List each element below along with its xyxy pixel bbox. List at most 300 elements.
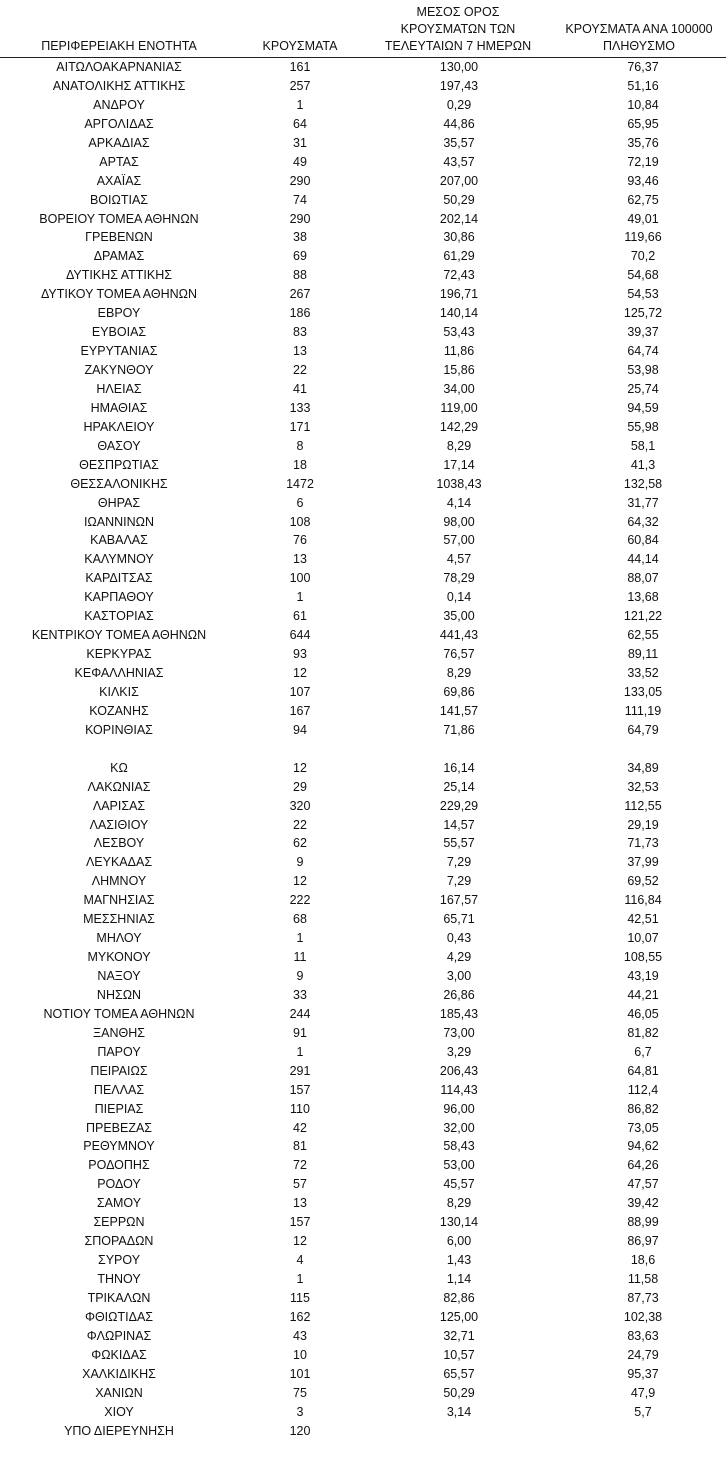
cases-cell: 12 [293,760,307,775]
per-100000-cell: 102,38 [623,1309,663,1324]
per-100000-cell: 62,75 [627,192,659,207]
cases-cell: 49 [293,154,307,169]
per-100000-cell: 88,99 [627,1215,659,1230]
per-100000-cell: 88,07 [627,571,659,586]
avg-7day-cell: 8,29 [446,438,472,453]
table-row [0,172,726,191]
avg-7day-cell: 32,00 [443,1120,475,1135]
regional-unit-cell: ΣΥΡΟΥ [97,1253,141,1268]
table-row [0,1024,726,1043]
table-row [0,778,726,797]
cases-cell: 290 [289,173,311,188]
regional-unit-cell: ΚΩ [110,760,128,775]
regional-unit-cell: ΒΟΙΩΤΙΑΣ [89,192,149,207]
regional-unit-cell: ΜΗΛΟΥ [96,931,142,946]
cases-cell: 29 [293,779,307,794]
per-100000-cell: 93,46 [627,173,659,188]
per-100000-cell: 58,1 [630,438,656,453]
avg-7day-cell: 53,00 [443,1158,475,1173]
regional-unit-cell: ΛΕΣΒΟΥ [93,836,145,851]
regional-unit-cell: ΞΑΝΘΗΣ [93,1025,145,1040]
avg-7day-cell: 197,43 [439,78,479,93]
per-100000-cell: 64,79 [627,722,659,737]
regional-unit-cell: ΚΑΒΑΛΑΣ [90,533,148,548]
regional-unit-cell: ΛΕΥΚΑΔΑΣ [85,855,153,870]
regional-unit-cell: ΚΕΡΚΥΡΑΣ [86,647,152,662]
table-row [0,683,726,702]
regional-unit-cell: ΑΡΤΑΣ [99,154,139,169]
cases-cell: 43 [293,1328,307,1343]
per-100000-cell: 47,57 [627,1177,659,1192]
per-100000-cell: 35,76 [627,135,659,150]
table-row [0,323,726,342]
cases-cell: 94 [293,722,307,737]
avg-7day-cell: 0,43 [446,931,472,946]
table-row [0,494,726,513]
per-100000-cell: 42,51 [627,912,659,927]
table-row [0,967,726,986]
per-100000-cell: 5,7 [634,1404,652,1419]
regional-unit-cell: ΗΜΑΘΙΑΣ [90,400,148,415]
cases-cell: 161 [289,60,311,74]
table-row [0,513,726,532]
header-cases: ΚΡΟΥΣΜΑΤΑ [262,39,338,53]
per-100000-cell: 71,73 [627,836,659,851]
table-row [0,664,726,683]
per-100000-cell: 6,7 [634,1044,652,1059]
table-row [0,96,726,115]
regional-unit-cell: ΖΑΚΥΝΘΟΥ [84,363,154,377]
cases-cell: 12 [293,666,307,680]
regional-unit-cell: ΔΡΑΜΑΣ [93,249,145,264]
per-100000-cell: 33,52 [627,666,659,680]
regional-unit-cell: ΚΟΖΑΝΗΣ [89,703,149,718]
avg-7day-cell: 140,14 [439,306,479,321]
cases-cell: 157 [289,1082,311,1097]
regional-unit-cell: ΝΗΣΩΝ [96,987,142,1002]
table-row [0,247,726,266]
regional-unit-cell: ΣΕΡΡΩΝ [93,1215,145,1230]
table-row [0,531,726,550]
per-100000-cell: 11,58 [627,1272,659,1286]
regional-unit-cell: ΧΑΝΙΩΝ [95,1385,143,1400]
avg-7day-cell: 55,57 [443,836,475,851]
table-row [0,1384,726,1403]
table-row [0,1289,726,1308]
regional-unit-cell: ΜΥΚΟΝΟΥ [87,950,151,965]
per-100000-cell: 86,82 [627,1101,659,1116]
header-regional-unit: ΠΕΡΙΦΕΡΕΙΑΚΗ ΕΝΟΤΗΤΑ [41,39,197,53]
avg-7day-cell: 34,00 [443,381,475,396]
regional-unit-cell: ΣΠΟΡΑΔΩΝ [84,1234,154,1249]
avg-7day-cell: 4,14 [446,495,472,510]
regional-unit-cell: ΛΑΚΩΝΙΑΣ [87,779,151,794]
cases-cell: 1 [296,590,304,605]
avg-7day-cell: 10,57 [443,1347,475,1362]
cases-cell: 120 [289,1423,311,1438]
cases-cell: 33 [293,987,307,1002]
table-row [0,721,726,740]
per-100000-cell: 70,2 [630,249,656,264]
per-100000-cell: 111,19 [624,703,662,718]
regional-unit-cell: ΛΑΣΙΘΙΟΥ [89,817,149,832]
table-row [0,588,726,607]
per-100000-cell: 29,19 [627,817,659,832]
regional-unit-cell: ΚΕΦΑΛΛΗΝΙΑΣ [74,666,164,680]
cases-cell: 110 [290,1101,310,1116]
avg-7day-cell: 142,29 [439,419,479,434]
table-row [0,456,726,475]
per-100000-cell: 87,73 [627,1290,659,1305]
cases-cell: 41 [293,381,307,396]
per-100000-cell: 44,14 [627,552,659,567]
avg-7day-cell: 50,29 [443,192,475,207]
avg-7day-cell: 130,14 [439,1215,479,1230]
avg-7day-cell: 6,00 [446,1234,472,1249]
avg-7day-cell: 1,14 [446,1272,472,1286]
table-row [0,191,726,210]
per-100000-cell: 24,79 [627,1347,659,1362]
cases-cell: 88 [293,268,307,283]
table-row [0,1422,726,1441]
regional-unit-cell: ΠΕΙΡΑΙΩΣ [90,1063,148,1078]
cases-cell: 13 [293,344,307,359]
avg-7day-cell: 8,29 [446,1196,472,1211]
avg-7day-cell: 8,29 [446,666,472,680]
regional-unit-cell: ΜΕΣΣΗΝΙΑΣ [83,912,155,927]
per-100000-cell: 41,3 [630,457,656,472]
table-row [0,1403,726,1422]
cases-cell: 31 [293,135,307,150]
cases-cell: 1 [296,1044,304,1059]
cases-cell: 3 [296,1404,304,1419]
table-row [0,1251,726,1270]
cases-cell: 157 [289,1215,311,1230]
per-100000-cell: 55,98 [627,419,659,434]
cases-cell: 61 [293,609,307,624]
avg-7day-cell: 185,43 [439,1006,479,1021]
table-row [0,834,726,853]
cases-cell: 18 [293,457,307,472]
regional-unit-cell: ΛΑΡΙΣΑΣ [92,798,146,813]
avg-7day-cell: 15,86 [443,363,475,377]
regional-unit-cell: ΠΕΛΛΑΣ [93,1082,145,1097]
avg-7day-cell: 3,00 [446,969,472,983]
avg-7day-cell: 4,57 [446,552,472,567]
table-row [0,1365,726,1384]
cases-cell: 644 [289,628,311,643]
per-100000-cell: 121,22 [623,609,663,624]
table-row [0,58,726,77]
regional-unit-cell: ΗΡΑΚΛΕΙΟΥ [83,419,155,434]
table-row [0,797,726,816]
per-100000-cell: 89,11 [627,647,659,662]
cases-cell: 12 [293,874,307,889]
table-row [0,134,726,153]
regional-unit-cell: ΘΕΣΣΑΛΟΝΙΚΗΣ [70,476,168,491]
regional-unit-cell: ΚΟΡΙΝΘΙΑΣ [85,722,153,737]
per-100000-cell: 69,52 [627,874,659,889]
cases-cell: 1 [296,931,304,946]
regional-unit-cell: ΕΒΡΟΥ [97,306,141,321]
regional-unit-cell: ΛΗΜΝΟΥ [91,874,147,889]
avg-7day-cell: 53,43 [443,325,475,340]
table-row [0,645,726,664]
per-100000-cell: 108,55 [623,950,663,965]
cases-cell: 91 [293,1025,307,1040]
table-row [0,1062,726,1081]
table-row [0,1270,726,1289]
per-100000-cell: 116,84 [624,893,662,908]
regional-unit-cell: ΝΟΤΙΟΥ ΤΟΜΕΑ ΑΘΗΝΩΝ [43,1006,195,1021]
regional-unit-cell: ΤΡΙΚΑΛΩΝ [87,1290,151,1305]
regional-unit-cell: ΘΕΣΠΡΩΤΙΑΣ [79,457,159,472]
per-100000-cell: 112,55 [624,798,662,813]
table-row [0,1043,726,1062]
avg-7day-cell: 98,00 [443,514,475,529]
avg-7day-cell: 69,86 [443,684,475,699]
per-100000-cell: 53,98 [627,363,659,377]
regional-unit-cell: ΑΡΚΑΔΙΑΣ [88,135,150,150]
cases-cell: 10 [293,1347,307,1362]
avg-7day-cell: 61,29 [443,249,475,264]
regional-unit-cell: ΠΙΕΡΙΑΣ [94,1101,144,1116]
avg-7day-cell: 44,86 [443,116,475,131]
per-100000-cell: 81,82 [627,1025,659,1040]
avg-7day-cell: 82,86 [443,1290,475,1305]
table-row [0,550,726,569]
regional-unit-cell: ΙΩΑΝΝΙΝΩΝ [83,514,155,529]
regional-unit-cell: ΦΛΩΡΙΝΑΣ [86,1328,152,1343]
cases-cell: 22 [293,817,307,832]
cases-cell: 74 [293,192,307,207]
avg-7day-cell: 119,00 [440,400,478,415]
cases-cell: 222 [289,893,311,908]
cases-cell: 1472 [286,476,314,491]
regional-unit-cell: ΒΟΡΕΙΟΥ ΤΟΜΕΑ ΑΘΗΝΩΝ [39,211,199,226]
table-row [0,607,726,626]
cases-cell: 93 [293,647,307,662]
avg-7day-cell: 4,29 [446,950,472,965]
per-100000-cell: 39,42 [627,1196,659,1211]
per-100000-cell: 65,95 [627,116,659,131]
cases-cell: 186 [289,306,311,321]
table-row [0,210,726,229]
avg-7day-cell: 43,57 [443,154,475,169]
table-row [0,437,726,456]
cases-cell: 108 [289,514,311,529]
per-100000-cell: 72,19 [627,154,659,169]
avg-7day-cell: 441,43 [439,628,479,643]
cases-cell: 6 [296,495,304,510]
per-100000-cell: 112,4 [627,1082,659,1097]
cases-cell: 76 [293,533,307,548]
cases-cell: 267 [289,287,311,302]
avg-7day-cell: 3,14 [446,1404,472,1419]
cases-cell: 38 [293,230,307,245]
avg-7day-cell: 130,00 [439,60,479,74]
per-100000-cell: 62,55 [627,628,659,643]
avg-7day-cell: 76,57 [443,647,475,662]
table-row [0,1308,726,1327]
table-row [0,759,726,778]
cases-cell: 72 [293,1158,307,1173]
table-row [0,1156,726,1175]
per-100000-cell: 54,53 [627,287,659,302]
regional-unit-cell: ΑΝΔΡΟΥ [93,97,145,112]
per-100000-cell: 46,05 [627,1006,659,1021]
cases-cell: 64 [293,116,307,131]
avg-7day-cell: 35,00 [443,609,475,624]
table-row [0,569,726,588]
cases-cell: 42 [293,1120,307,1135]
per-100000-cell: 83,63 [627,1328,659,1343]
per-100000-cell: 47,9 [630,1385,656,1400]
table-row [0,1005,726,1024]
regional-unit-cell: ΑΡΓΟΛΙΔΑΣ [84,116,154,131]
regional-unit-cell: ΕΥΡΥΤΑΝΙΑΣ [80,344,158,359]
cases-cell: 13 [293,1196,307,1211]
avg-7day-cell: 32,71 [443,1328,475,1343]
header-cases-per-100000: ΚΡΟΥΣΜΑΤΑ ΑΝΑ 100000 ΠΛΗΘΥΣΜΟ [565,22,713,53]
cases-cell: 68 [293,912,307,927]
cases-cell: 1 [296,97,304,112]
per-100000-cell: 13,68 [627,590,659,605]
table-row [0,816,726,835]
regional-unit-cell: ΧΙΟΥ [104,1404,134,1419]
table-row [0,740,726,759]
avg-7day-cell: 65,71 [443,912,475,927]
table-row [0,399,726,418]
table-row [0,1232,726,1251]
avg-7day-cell: 1038,43 [436,476,482,491]
table-row [0,115,726,134]
per-100000-cell: 64,81 [627,1063,659,1078]
cases-cell: 57 [293,1177,307,1192]
table-row [0,1081,726,1100]
per-100000-cell: 86,97 [627,1234,659,1249]
regional-unit-cell: ΚΙΛΚΙΣ [99,684,139,699]
table-row [0,361,726,380]
avg-7day-cell: 50,29 [443,1385,475,1400]
regional-unit-cell: ΦΩΚΙΔΑΣ [91,1347,147,1362]
table-row [0,872,726,891]
avg-7day-cell: 35,57 [443,135,475,150]
per-100000-cell: 132,58 [623,476,663,491]
regional-unit-cell: ΡΕΘΥΜΝΟΥ [83,1139,155,1154]
avg-7day-cell: 3,29 [446,1044,472,1059]
table-row [0,380,726,399]
per-100000-cell: 37,99 [627,855,659,870]
table-row [0,475,726,494]
table-body [0,58,726,1440]
table-row [0,1346,726,1365]
table-row [0,891,726,910]
per-100000-cell: 119,66 [624,230,662,245]
regional-unit-cell: ΘΑΣΟΥ [97,438,141,453]
table-row [0,266,726,285]
avg-7day-cell: 14,57 [443,817,475,832]
avg-7day-cell: 206,43 [439,1063,479,1078]
cases-cell: 291 [289,1063,311,1078]
avg-7day-cell: 72,43 [443,268,475,283]
avg-7day-cell: 30,86 [443,230,475,245]
regional-unit-cell: ΚΑΡΔΙΤΣΑΣ [85,571,153,586]
cases-cell: 107 [289,684,311,699]
avg-7day-cell: 17,14 [443,457,475,472]
regional-unit-cell: ΤΗΝΟΥ [97,1272,141,1286]
table-row [0,153,726,172]
regional-unit-cell: ΘΗΡΑΣ [97,495,141,510]
table-row [0,1119,726,1138]
avg-7day-cell: 141,57 [439,703,479,718]
cases-cell: 9 [296,969,304,983]
table-row [0,285,726,304]
per-100000-cell: 95,37 [627,1366,659,1381]
per-100000-cell: 133,05 [623,684,663,699]
table-row [0,1100,726,1119]
regional-unit-cell: ΚΕΝΤΡΙΚΟΥ ΤΟΜΕΑ ΑΘΗΝΩΝ [31,628,207,643]
regional-unit-cell: ΡΟΔΟΥ [97,1177,141,1192]
cases-cell: 69 [293,249,307,264]
cases-cell: 22 [293,363,307,377]
avg-7day-cell: 16,14 [443,760,475,775]
per-100000-cell: 31,77 [627,495,659,510]
table-row [0,1194,726,1213]
table-row [0,910,726,929]
per-100000-cell: 10,07 [627,931,659,946]
cases-cell: 13 [293,552,307,567]
per-100000-cell: 32,53 [627,779,659,794]
avg-7day-cell: 7,29 [446,874,472,889]
regional-unit-cell: ΕΥΒΟΙΑΣ [91,325,147,340]
avg-7day-cell: 71,86 [443,722,475,737]
regional-unit-cell: ΥΠΟ ΔΙΕΡΕΥΝΗΣΗ [64,1423,174,1438]
regional-unit-cell: ΚΑΡΠΑΘΟΥ [84,590,154,605]
regional-unit-cell: ΔΥΤΙΚΗΣ ΑΤΤΙΚΗΣ [66,268,172,283]
per-100000-cell: 25,74 [627,381,659,396]
per-100000-cell: 125,72 [623,306,663,321]
cases-cell: 133 [289,400,311,415]
avg-7day-cell: 114,43 [440,1082,478,1097]
table-row [0,418,726,437]
per-100000-cell: 73,05 [627,1120,659,1135]
table-row [0,626,726,645]
regional-unit-cell: ΔΥΤΙΚΟΥ ΤΟΜΕΑ ΑΘΗΝΩΝ [40,287,198,302]
cases-cell: 9 [296,855,304,870]
avg-7day-cell: 78,29 [443,571,475,586]
table-row [0,986,726,1005]
per-100000-cell: 60,84 [627,533,659,548]
per-100000-cell: 44,21 [627,987,659,1002]
per-100000-cell: 64,32 [627,514,659,529]
avg-7day-cell: 25,14 [443,779,475,794]
table-row [0,304,726,323]
avg-7day-cell: 73,00 [443,1025,475,1040]
per-100000-cell: 54,68 [627,268,659,283]
avg-7day-cell: 11,86 [443,344,475,359]
per-100000-cell: 76,37 [627,60,659,74]
avg-7day-cell: 96,00 [443,1101,475,1116]
cases-cell: 257 [289,78,311,93]
regional-unit-cell: ΧΑΛΚΙΔΙΚΗΣ [82,1366,156,1381]
avg-7day-cell: 1,43 [446,1253,472,1268]
per-100000-cell: 18,6 [630,1253,656,1268]
cases-cell: 101 [289,1366,311,1381]
cases-cell: 62 [293,836,307,851]
table-row [0,929,726,948]
cases-cell: 81 [293,1139,307,1154]
